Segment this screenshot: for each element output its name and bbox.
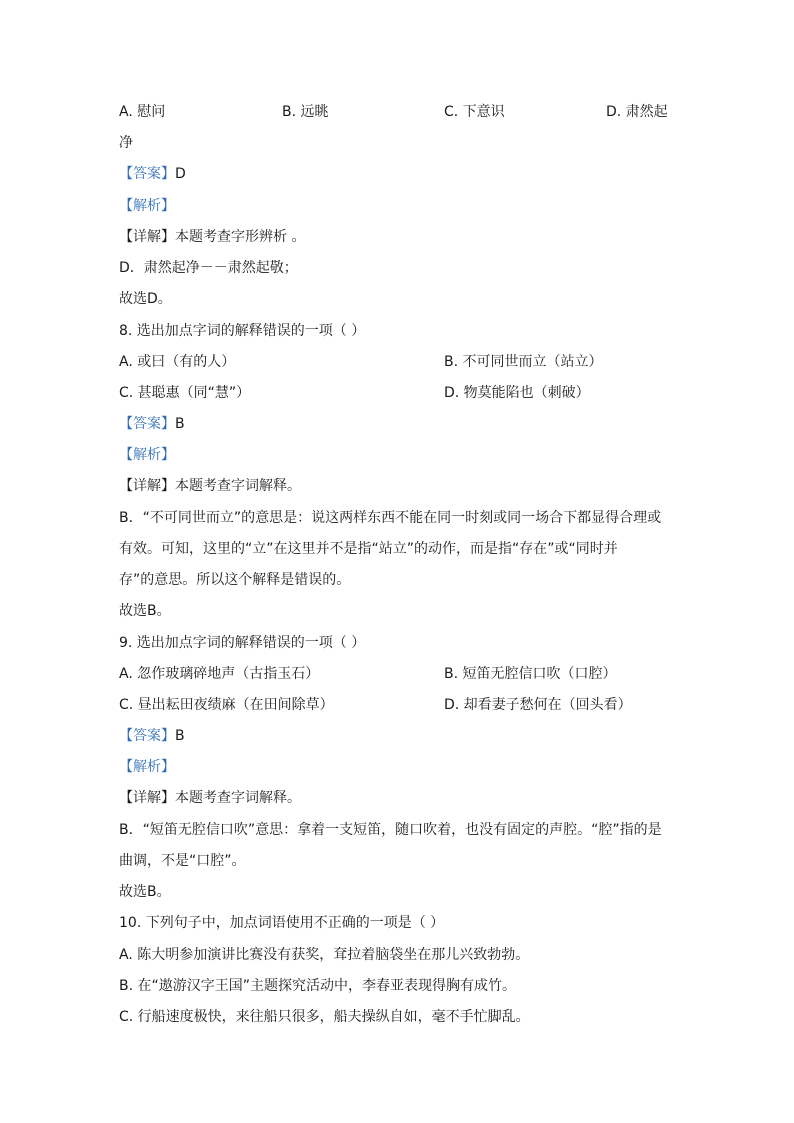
- q8-option-b: B. 不可同世而立（站立）: [444, 354, 603, 370]
- q8-analysis-tag: 【解析】: [119, 447, 175, 463]
- q8-option-c: C. 甚聪惠（同“慧”）: [119, 385, 251, 401]
- q8-question: 8. 选出加点字词的解释错误的一项（ ）: [119, 323, 366, 339]
- answer-value: B: [175, 728, 185, 744]
- q8-conclusion: 故选B。: [119, 603, 171, 619]
- q7-option-c: C. 下意识: [444, 104, 505, 120]
- q10-option-c: C. 行船速度极快，来往船只很多，船夫操纵自如，毫不手忙脚乱。: [119, 1009, 530, 1025]
- q10-option-a: A. 陈大明参加演讲比赛没有获奖，耷拉着脑袋坐在那儿兴致勃勃。: [119, 947, 530, 963]
- answer-value: D: [175, 166, 186, 182]
- detail-tag: 【详解】: [119, 790, 175, 806]
- q9-option-d: D. 却看妻子愁何在（回头看）: [444, 697, 632, 713]
- q8-explanation-line-3: 存”的意思。所以这个解释是错误的。: [119, 572, 351, 588]
- q9-option-c: C. 昼出耘田夜绩麻（在田间除草）: [119, 697, 334, 713]
- detail-text: 本题考查字词解释。: [175, 790, 301, 806]
- q9-explanation-line-1: B．“短笛无腔信口吹”意思：拿着一支短笛，随口吹着，也没有固定的声腔。“腔”指的是: [119, 822, 662, 838]
- q9-option-b: B. 短笛无腔信口吹（口腔）: [444, 666, 617, 682]
- q7-explanation-line: D．肃然起净－－肃然起敬；: [119, 260, 298, 276]
- q8-option-a: A. 或曰（有的人）: [119, 354, 236, 370]
- q7-detail: [119, 227, 305, 247]
- q7-option-d: D. 肃然起: [606, 104, 668, 120]
- q9-answer: [119, 726, 185, 746]
- detail-text: 本题考查字形辨析 。: [175, 229, 306, 245]
- answer-value: B: [175, 416, 185, 432]
- q7-option-b: B. 远眺: [282, 104, 329, 120]
- q7-analysis-tag: 【解析】: [119, 198, 175, 214]
- q7-option-a: A. 慰问: [119, 104, 166, 120]
- answer-tag: 【答案】: [119, 728, 175, 744]
- q7-answer: [119, 164, 186, 184]
- q8-explanation-line-2: 有效。可知，这里的“立”在这里并不是指“站立”的动作，而是指“存在”或“同时并: [119, 541, 618, 557]
- q9-option-a: A. 忽作玻璃碎地声（古指玉石）: [119, 666, 320, 682]
- detail-text: 本题考查字词解释。: [175, 478, 301, 494]
- detail-tag: 【详解】: [119, 229, 175, 245]
- q8-detail: [119, 476, 301, 496]
- q9-analysis-tag: 【解析】: [119, 759, 175, 775]
- q9-question: 9. 选出加点字词的解释错误的一项（ ）: [119, 635, 366, 651]
- answer-tag: 【答案】: [119, 416, 175, 432]
- q8-explanation-line-1: B．“不可同世而立”的意思是：说这两样东西不能在同一时刻或同一场合下都显得合理或: [119, 510, 662, 526]
- q10-question: 10. 下列句子中，加点词语使用不正确的一项是（ ）: [119, 915, 445, 931]
- answer-tag: 【答案】: [119, 166, 175, 182]
- q7-option-d-wrap: 净: [119, 135, 133, 151]
- q8-option-d: D. 物莫能陷也（刺破）: [444, 385, 590, 401]
- q8-answer: [119, 414, 185, 434]
- q9-detail: [119, 788, 301, 808]
- q7-conclusion: 故选D。: [119, 291, 172, 307]
- q9-explanation-line-2: 曲调，不是“口腔”。: [119, 853, 246, 869]
- q10-option-b: B. 在“遨游汉字王国”主题探究活动中，李春亚表现得胸有成竹。: [119, 978, 517, 994]
- detail-tag: 【详解】: [119, 478, 175, 494]
- q9-conclusion: 故选B。: [119, 884, 171, 900]
